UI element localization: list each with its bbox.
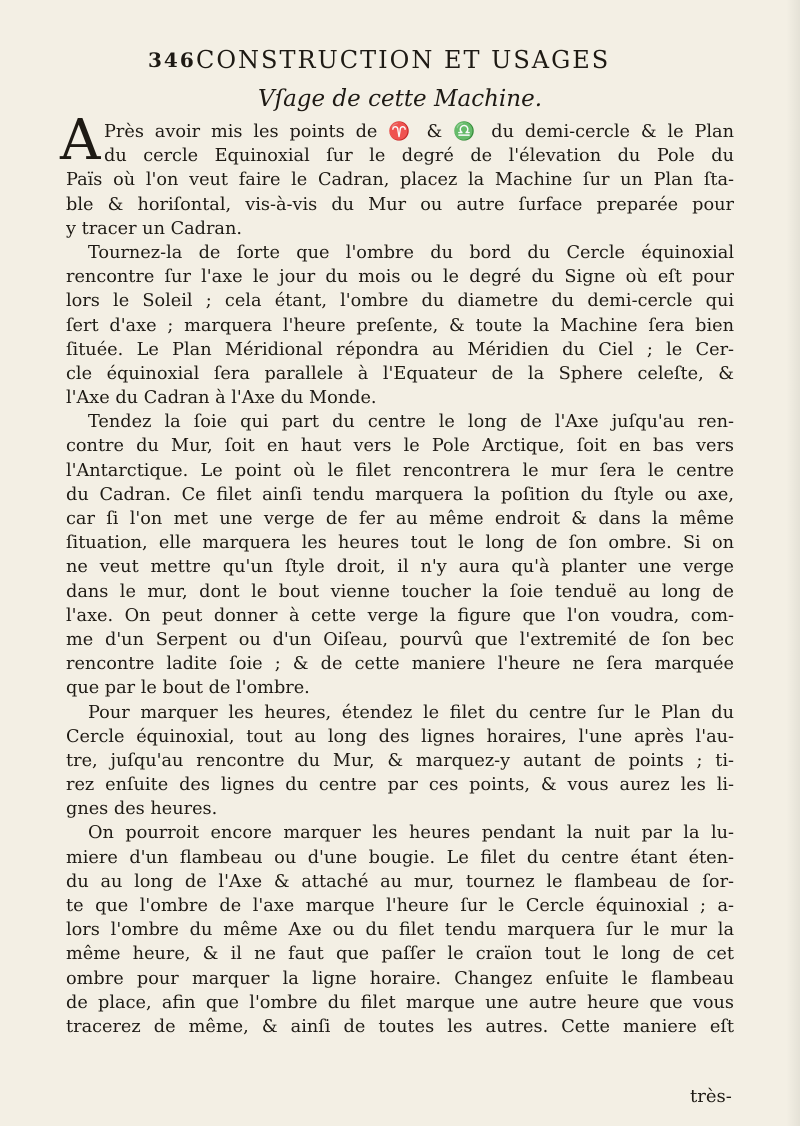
text-line: y tracer un Cadran.	[66, 218, 242, 239]
text-line: On pourroit encore marquer les heures pendant la nuit par la lu-	[88, 823, 734, 844]
text-line: Près avoir mis les points de ♈ & ♎ du demi-cercle & le Plan	[104, 122, 734, 142]
text-line: du cercle Equinoxial ſur le degré de l'élevation du Pole du	[104, 146, 734, 167]
text-line: ombre pour marquer la ligne horaire. Changez enſuite le flambeau	[66, 968, 734, 989]
body-text	[66, 120, 734, 1039]
text-line: l'Antarctique. Le point où le filet rencontrera le mur ſera le centre	[66, 460, 734, 481]
text-line: car ſi l'on met une verge de fer au même endroit & dans la même	[66, 509, 734, 529]
text-line: Païs où l'on veut faire le Cadran, placez la Machine ſur un Plan ſta-	[66, 170, 734, 191]
catchword: très-	[690, 1086, 732, 1107]
text-line: Cercle équinoxial, tout au long des lignes horaires, l'une après l'au-	[66, 726, 734, 747]
text-line: rencontre ſur l'axe le jour du mois ou le degré du Signe où eſt pour	[66, 267, 734, 288]
page-edge-shadow	[786, 0, 800, 1126]
text-line: ſituée. Le Plan Méridional répondra au Méridien du Ciel ; le Cer-	[66, 339, 734, 360]
text-line: rencontre ladite ſoie ; & de cette maniere l'heure ne ſera marquée	[66, 654, 734, 675]
text-line: Tournez-la de ſorte que l'ombre du bord du Cercle équinoxial	[88, 242, 734, 263]
text-line: lors le Soleil ; cela étant, l'ombre du diametre du demi-cercle qui	[66, 291, 734, 312]
text-line: miere d'un flambeau ou d'une bougie. Le filet du centre étant éten-	[66, 847, 734, 868]
text-line: Tendez la ſoie qui part du centre le long de l'Axe juſqu'au ren-	[88, 412, 734, 433]
text-line: ſert d'axe ; marquera l'heure preſente, & toute la Machine ſera bien	[66, 315, 734, 336]
text-line: gnes des heures.	[66, 799, 218, 820]
page-number: 346	[148, 48, 196, 72]
text-line: ſituation, elle marquera les heures tout le long de ſon ombre. Si on	[66, 533, 734, 554]
running-title: CONSTRUCTION ET USAGES	[196, 46, 611, 74]
text-line: tracerez de même, & ainſi de toutes les autres. Cette maniere eſt	[66, 1016, 734, 1037]
text-line: de place, afin que l'ombre du filet marque une autre heure que vous	[66, 992, 734, 1013]
text-line: Pour marquer les heures, étendez le filet du centre ſur le Plan du	[88, 702, 734, 723]
text-line: cle équinoxial ſera parallele à l'Equateur de la Sphere celeſte, &	[66, 363, 734, 384]
page-header	[118, 44, 678, 80]
text-line: rez enſuite des lignes du centre par ces points, & vous aurez les li-	[66, 775, 734, 796]
text-line: l'axe. On peut donner à cette verge la figure que l'on voudra, com-	[66, 605, 734, 626]
text-line: me d'un Serpent ou d'un Oiſeau, pourvû que l'extremité de ſon bec	[66, 629, 734, 650]
section-title: Vſage de cette Machine.	[257, 86, 543, 112]
text-line: te que l'ombre de l'axe marque l'heure ſur le Cercle équinoxial ; a-	[66, 896, 734, 916]
text-line: l'Axe du Cadran à l'Axe du Monde.	[66, 388, 377, 409]
text-line: dans le mur, dont le bout vienne toucher la ſoie tenduë au long de	[66, 581, 734, 602]
text-line: contre du Mur, ſoit en haut vers le Pole Arctique, ſoit en bas vers	[66, 436, 734, 457]
text-line: du Cadran. Ce filet ainſi tendu marquera la poſition du ſtyle ou axe,	[66, 484, 734, 505]
text-line: que par le bout de l'ombre.	[66, 678, 310, 699]
text-line: lors l'ombre du même Axe ou du filet tendu marquera ſur le mur la	[66, 920, 734, 941]
drop-cap: A	[60, 108, 101, 173]
text-line: tre, juſqu'au rencontre du Mur, & marquez-y autant de points ; ti-	[66, 750, 734, 771]
text-line: même heure, & il ne faut que paſſer le craïon tout le long de cet	[66, 944, 734, 965]
text-line: ne veut mettre qu'un ſtyle droit, il n'y aura qu'à planter une verge	[66, 557, 734, 578]
text-line: ble & horiſontal, vis-à-vis du Mur ou autre ſurface preparée pour	[66, 194, 734, 215]
text-line: du au long de l'Axe & attaché au mur, tournez le flambeau de ſor-	[66, 871, 734, 892]
